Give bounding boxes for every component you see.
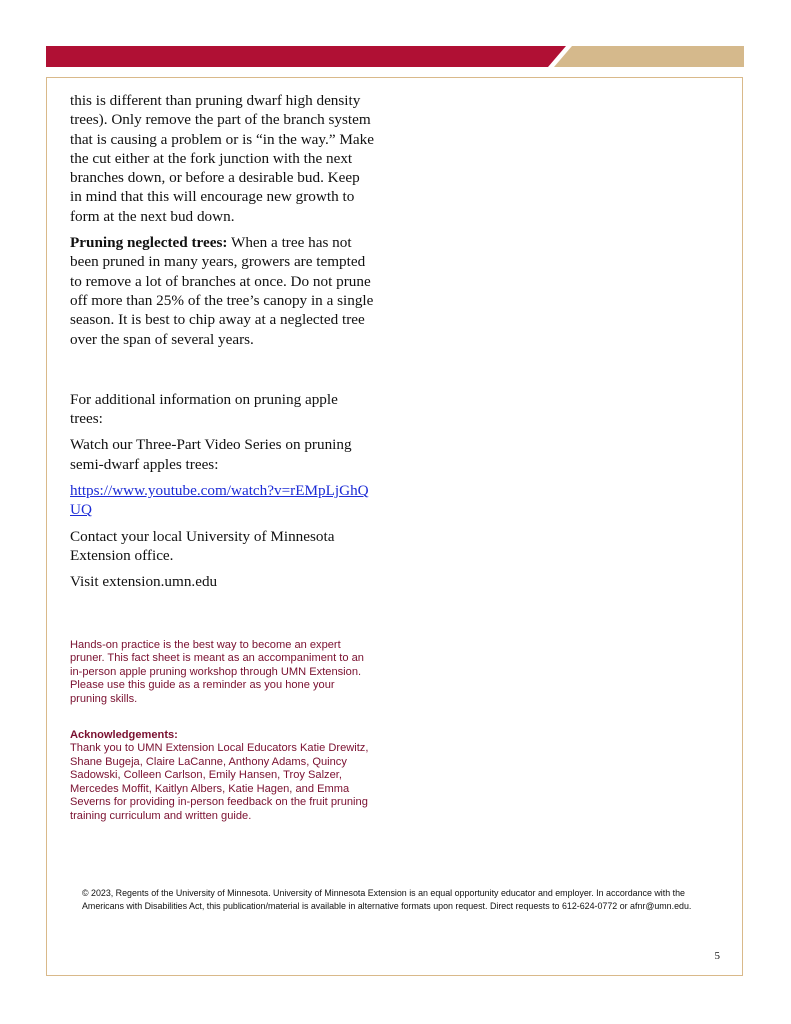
video-link-paragraph bbox=[70, 481, 374, 520]
practice-note: Hands-on practice is the best way to become an expert pruner. This fact sheet is meant as an accompaniment to an in-person apple pruning workshop through UMN Extension. Please use this guide as a reminder as you hone your pruning skills. bbox=[70, 638, 364, 705]
main-column bbox=[70, 91, 374, 824]
video-link[interactable]: https://www.youtube.com/watch?v=rEMpLjGhQUQ bbox=[70, 482, 369, 519]
contact-text: Contact your local University of Minnesota Extension office. bbox=[70, 527, 335, 564]
header-banner bbox=[0, 0, 791, 80]
neglected-trees-paragraph bbox=[70, 233, 374, 349]
banner-red-stripe bbox=[46, 46, 566, 67]
acknowledgements-text: Thank you to UMN Extension Local Educators Katie Drewitz, Shane Bugeja, Claire LaCanne, Anthony Adams, Quincy Sadowski, Colleen Carlson, Emily Hansen, Troy Salzer, Mercedes Moffit, Kaitlyn Albers, Katie Hagen, and Emma Severns for providing in-person feedback on the fruit pruning training curriculum and written guide. bbox=[70, 742, 369, 823]
banner-gold-stripe bbox=[554, 46, 744, 67]
page-number: 5 bbox=[714, 950, 720, 962]
spacer bbox=[70, 599, 374, 639]
spacer bbox=[70, 707, 374, 729]
pruning-paragraph: this is different than pruning dwarf high density trees). Only remove the part of the branch system that is causing a problem or is “in the way.” Make the cut either at the fork junction with the next branches down, or before a desirable bud. Keep in mind that this will encourage new growth to form at the next bud down. bbox=[70, 92, 374, 225]
neglected-trees-heading: Pruning neglected trees: bbox=[70, 234, 228, 252]
acknowledgements-heading: Acknowledgements: bbox=[70, 728, 178, 741]
info-intro: For additional information on pruning apple trees: bbox=[70, 390, 338, 428]
copyright-notice: © 2023, Regents of the University of Minnesota. University of Minnesota Extension is an equal opportunity educator and employer. In accordance with the Americans with Disabilities Act, this publication/material is available in alternative formats upon request. Direct requests to 612-624-0772 or afnr@umn.edu. bbox=[82, 888, 692, 912]
visit-text: Visit extension.umn.edu bbox=[70, 573, 218, 591]
neglected-trees-text: When a tree has not been pruned in many years, growers are tempted to remove a lot of branches at once. Do not prune off more than 25% of the tree’s canopy in a single season. It is best to chip away at a neglected tree over the span of several years. bbox=[70, 234, 374, 348]
video-series-text: Watch our Three-Part Video Series on pruning semi-dwarf apples trees: bbox=[70, 436, 352, 473]
spacer bbox=[70, 356, 374, 390]
